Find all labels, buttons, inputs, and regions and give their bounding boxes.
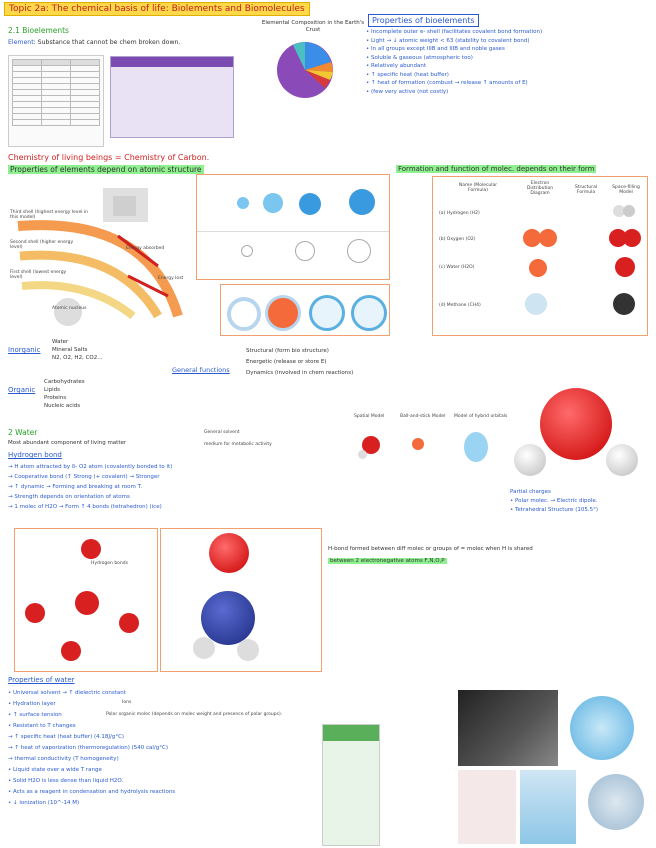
tetrahedral-line: • Tetrahedral Structure (105.5°): [510, 507, 598, 513]
water-models-panel: [344, 412, 508, 480]
formation-heading: [396, 165, 596, 173]
organic-list: [44, 378, 85, 410]
energy-levels-diagram: [8, 176, 188, 336]
water-large-model: [506, 384, 648, 484]
function-item: Structural (form bio structure): [246, 348, 329, 354]
organic-item: Lipids: [44, 387, 60, 393]
atom-hydrogen: [227, 297, 261, 331]
hbond-note2-text: between 2 electronegative atoms F,N,O,P: [330, 558, 445, 564]
hbond-line: → ↑ dynamic → Forming and breaking at room T.: [8, 484, 143, 490]
abundance-table: [8, 55, 104, 147]
property-line: • Light → ↓ atomic weight < 63 (stability to covalent bond): [366, 37, 530, 44]
ions-label: Ions: [122, 700, 132, 705]
o2-model: [623, 229, 641, 247]
hbond-network-image: [14, 528, 158, 672]
shell-ring: [347, 239, 371, 263]
properties-heading: Properties of bioelements: [368, 14, 479, 27]
water-orbitals: [464, 432, 488, 462]
orbitals-panel: [196, 174, 390, 280]
oxygen-sphere: [540, 388, 612, 460]
col-header-spacefill: Space-filling Model: [612, 185, 640, 195]
organic-item: Carbohydrates: [44, 379, 85, 385]
hydrogen-sphere-left: [514, 444, 546, 476]
organic-item: Nucleic acids: [44, 403, 81, 409]
first-shell-label: First shell (lowest energy level): [10, 270, 67, 280]
water-spatial-h: [358, 450, 367, 459]
inorganic-list: [52, 338, 102, 362]
polar-organic-note: Polar organic molec (depends on molec weight and presence of polar groups).: [106, 712, 283, 717]
water-property-line: → ↑ specific heat (heat buffer) (4.18J/g°C): [8, 734, 125, 740]
property-line: • (few very active (not costly): [366, 88, 449, 95]
energy-lost-label: Energy lost: [158, 276, 184, 281]
water-polarity: [510, 488, 598, 515]
chemistry-living-heading: Chemistry of living beings = Chemistry of Carbon.: [8, 153, 210, 162]
second-shell-label: Second shell (higher energy level): [10, 240, 74, 250]
hybrid-orbitals-label: Model of hybrid orbitals: [454, 414, 508, 419]
row-methane: (d) Methane (CH4): [439, 303, 481, 308]
water-heading: 2 Water: [8, 428, 38, 437]
water-brace-a: General solvent: [204, 430, 240, 435]
properties-depend-text: Properties of elements depend on atomic structure: [10, 165, 202, 174]
property-line: • Relatively abundant: [366, 63, 427, 69]
hydrogen-sphere-right: [606, 444, 638, 476]
third-shell-label: Third shell (highest energy level in this model): [10, 210, 89, 220]
inorganic-label: Inorganic: [8, 346, 41, 354]
water-property-line: • Liquid state over a wide T range: [8, 767, 102, 773]
col-header-name: Name (Molecular Formula): [458, 183, 498, 193]
liquid-sphere: [588, 774, 644, 830]
polar-molecule-line: • Polar molec. → Electric dipole.: [510, 498, 598, 504]
solvation-diagram: [560, 690, 652, 766]
hbond-line: → 1 molec of H2O → Form ↑ 4 bonds (tetrahedron) (ice): [8, 504, 162, 510]
orbital-2s: [263, 193, 283, 213]
liquid-water-image: [580, 770, 650, 844]
ice-lattice-image: [458, 770, 516, 844]
atom-oxygen: [265, 295, 301, 331]
property-line: • ↑ specific heat (heat buffer): [366, 71, 449, 78]
organic-label: Organic: [8, 386, 36, 394]
hbond-line: → Cooperative bond (↑ Strong (+ covalent) → Stronger: [8, 474, 160, 480]
neighbor-water: [119, 613, 139, 633]
spatial-model-label: Spatial Model: [354, 414, 385, 419]
general-functions-label: General functions: [172, 366, 230, 374]
orbital-1s: [237, 197, 249, 209]
water-brace-b: medium for metabolic activity: [204, 442, 272, 447]
water-ammonia-image: [160, 528, 322, 672]
atom-carbon: [351, 295, 387, 331]
pie-title: Elemental Composition in the Earth's Crust: [261, 20, 365, 33]
functions-list: [246, 346, 353, 379]
hbond-image-label: Hydrogen bonds: [91, 561, 128, 566]
properties-depend-heading: [8, 165, 204, 174]
hbond-line: → H atom attracted by δ- O2 atom (covalently bonded to it): [8, 464, 173, 470]
orbital-combined: [349, 189, 375, 215]
solvent-heading: Properties of water: [8, 676, 75, 684]
row-water: (c) Water (H2O): [439, 265, 475, 270]
inorganic-item: Water: [52, 339, 69, 345]
neighbor-water: [61, 641, 81, 661]
shell-ring: [241, 245, 253, 257]
col-header-structural: Structural Formula: [574, 185, 598, 195]
ammonia-h: [237, 639, 259, 661]
neighbor-water: [25, 603, 45, 623]
water-property-line: • Acts as a reagent in condensation and hydrolysis reactions: [8, 789, 176, 795]
hbond-note2: [328, 558, 447, 564]
function-item: Dynamics (involved in chem reactions): [246, 370, 354, 376]
dielectric-table: [322, 724, 380, 846]
atom-nitrogen: [309, 295, 345, 331]
inorganic-item: N2, O2, H2, CO2...: [52, 355, 103, 361]
section-bioelements-heading: 2.1 Bioelements: [8, 26, 69, 35]
inorganic-item: Mineral Salts: [52, 347, 88, 353]
solvation-sphere: [570, 696, 634, 760]
molecules-table: [432, 176, 648, 336]
water-property-line: • ↑ surface tension: [8, 712, 62, 718]
organism-photo: [520, 770, 576, 844]
center-water: [75, 591, 99, 615]
orbital-2p: [299, 193, 321, 215]
water-property-line: • Resistant to T changes: [8, 723, 76, 729]
function-item: Energetic (release or store E): [246, 359, 327, 365]
atoms-row-panel: [220, 284, 390, 336]
property-line: • ↑ heat of formation (combust → release ↑ amounts of E): [366, 80, 528, 86]
ammonia-nitrogen: [201, 591, 255, 645]
water-ballstick-o: [412, 438, 424, 450]
property-line: • Soluble & gaseous (atmospheric too): [366, 54, 473, 61]
water-property-line: • Hydration layer: [8, 701, 56, 707]
neighbor-water: [81, 539, 101, 559]
hbond-note: H-bond formed between diff molec or groups of = molec when H is shared: [328, 546, 533, 552]
water-properties-list: [8, 688, 175, 809]
water-property-line: • Universal solvent → ↑ dielectric constant: [8, 690, 126, 696]
hbond-line: → Strength depends on orientation of atoms: [8, 494, 130, 500]
element-label: Element: [8, 39, 34, 46]
element-definition: [8, 38, 180, 47]
hbond-list: [8, 462, 172, 512]
ch4-model: [613, 293, 635, 315]
nucleus-label: Atomic nucleus: [52, 306, 87, 311]
formation-text: Formation and function of molec. depends on their form: [398, 165, 595, 173]
organic-item: Proteins: [44, 395, 67, 401]
energy-shells-graphic: [8, 176, 188, 336]
h2o-model: [615, 257, 635, 277]
h2-model: [623, 205, 635, 217]
water-oxygen: [209, 533, 249, 573]
properties-list: [366, 28, 542, 96]
energy-absorbed-label: Energy absorbed: [126, 246, 165, 251]
col-header-electron: Electron Distribution Diagram: [526, 181, 554, 196]
water-property-line: • Solid H2O is less dense than liquid H2O.: [8, 778, 124, 784]
hbond-heading: Hydrogen bond: [8, 451, 62, 459]
ball-stick-label: Ball-and-stick Model: [400, 414, 446, 419]
partial-charges-label: Partial charges: [510, 489, 551, 495]
water-property-line: • ↓ ionization (10^-14 M): [8, 800, 80, 806]
property-line: • In all groups except IIIB and IIIB and noble gases: [366, 46, 505, 52]
water-property-line: → ↑ heat of vaporization (thermoregulation) (540 cal/g°C): [8, 745, 169, 751]
bioelements-table: [110, 56, 234, 138]
o2-electron: [539, 229, 557, 247]
h2o-electron: [529, 259, 547, 277]
ammonia-h: [193, 637, 215, 659]
page-title: Topic 2a: The chemical basis of life: Biolements and Biomolecules: [4, 2, 310, 16]
element-def-text: : Substance that cannot be chem broken down.: [33, 39, 181, 46]
row-oxygen: (b) Oxygen (O2): [439, 237, 476, 242]
shell-ring: [295, 241, 315, 261]
water-strider-photo: [458, 690, 558, 766]
ch4-electron: [525, 293, 547, 315]
pie-chart: [275, 38, 345, 102]
water-property-line: → thermal conductivity (T homogeneity): [8, 756, 119, 762]
water-line1: Most abundant component of living matter: [8, 440, 127, 446]
row-hydrogen: (a) Hydrogen (H2): [439, 211, 480, 216]
property-line: • Incomplete outer e- shell (facilitates covalent bond formation): [366, 29, 543, 35]
